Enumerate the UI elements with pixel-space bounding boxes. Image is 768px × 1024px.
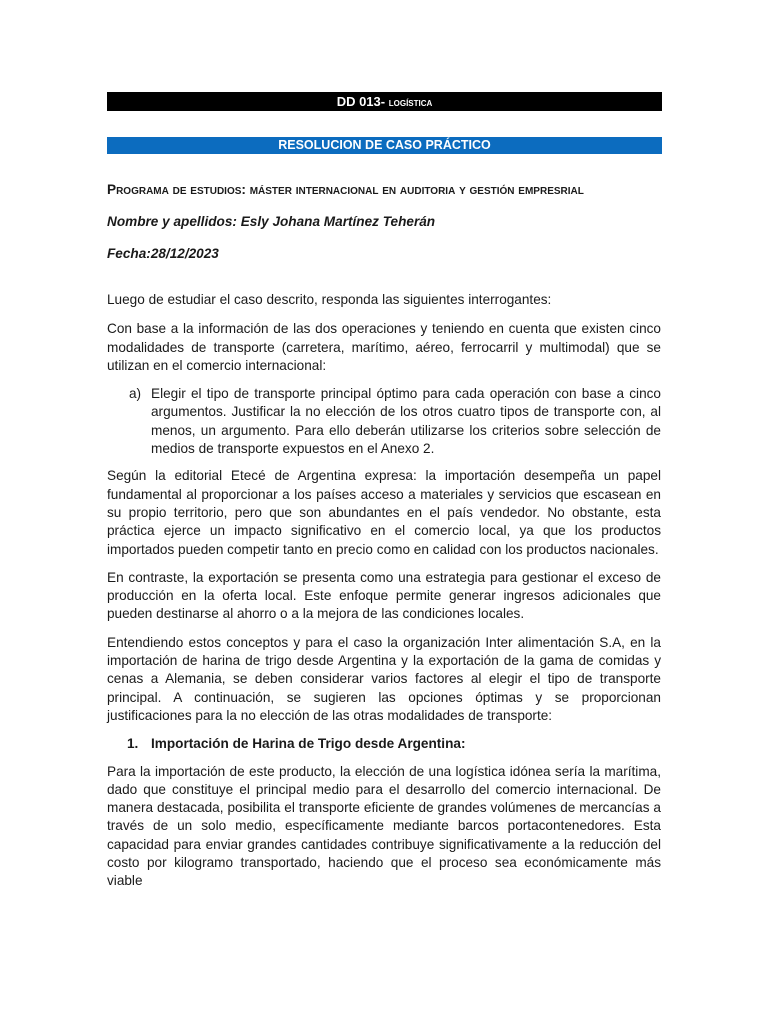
paragraph-importacion: Según la editorial Etecé de Argentina expresa: la importación desempeña un papel fundamental al proporcionar a los países acceso a materiales y servicios que escasean en su propio territorio, pero que son abundantes en el país vendedor. No obstante, esta práctica ejerce un impacto significativo en el comercio local, ya que los productos importados pueden competir tanto en precio como en calidad con los productos nacionales. bbox=[107, 468, 661, 557]
list-item-text: Elegir el tipo de transporte principal óptimo para cada operación con base a cinco argumentos. Justificar la no elección de los otros cuatro tipos de transporte con, al menos, un argumento. Para ello deberán utilizarse los criterios sobre selección de medios de transporte expuestos en el Anexo 2. bbox=[151, 386, 661, 457]
list-item-a bbox=[107, 385, 661, 458]
program-line: Programa de estudios: máster internacional en auditoria y gestión empresrial bbox=[107, 182, 584, 197]
paragraph-analisis: Entendiendo estos conceptos y para el caso la organización Inter alimentación S.A, en la importación de harina de trigo desde Argentina y la exportación de la gama de comidas y cenas a Alemania, se deben considerar varios factores al elegir el tipo de transporte principal. A continuación, se sugieren las opciones óptimas y se proporcionan justificaciones para la no elección de las otras modalidades de transporte: bbox=[107, 634, 661, 723]
student-name: Nombre y apellidos: Esly Johana Martínez Teherán bbox=[107, 214, 436, 229]
paragraph-intro: Luego de estudiar el caso descrito, responda las siguientes interrogantes: bbox=[107, 292, 552, 307]
paragraph-exportacion: En contraste, la exportación se presenta como una estrategia para gestionar el exceso de producción en la oferta local. Este enfoque permite generar ingresos adicionales que pueden destinarse al ahorro o a la mejora de las condiciones locales. bbox=[107, 569, 661, 622]
paragraph-context: Con base a la información de las dos operaciones y teniendo en cuenta que existen cinco modalidades de transporte (carretera, marítimo, aéreo, ferrocarril y multimodal) que se utilizan en el comercio internacional: bbox=[107, 321, 661, 373]
paragraph-maritima: Para la importación de este producto, la elección de una logística idónea sería la marítima, dado que constituye el principal medio para el desarrollo del comercio internacional. De manera destacada, posibilita el transporte eficiente de grandes volúmenes de mercancías a través de un solo medio, específicamente mediante barcos portacontenedores. Esta capacidad para enviar grandes cantidades contribuye significativamente a la reducción del costo por kilogramo transportado, haciendo que el proceso sea económicamente más viable bbox=[107, 763, 661, 889]
document-body bbox=[107, 291, 661, 901]
list-item-heading: Importación de Harina de Trigo desde Argentina: bbox=[151, 736, 466, 752]
document-date: Fecha:28/12/2023 bbox=[107, 246, 219, 261]
course-subject: logística bbox=[388, 95, 433, 109]
list-marker: a) bbox=[129, 386, 142, 402]
course-code-banner bbox=[107, 92, 662, 111]
section-title-banner: RESOLUCION DE CASO PRÁCTICO bbox=[107, 137, 662, 154]
list-item-1 bbox=[107, 735, 661, 753]
list-marker: 1. bbox=[127, 736, 139, 752]
course-code: DD 013- bbox=[336, 94, 386, 109]
